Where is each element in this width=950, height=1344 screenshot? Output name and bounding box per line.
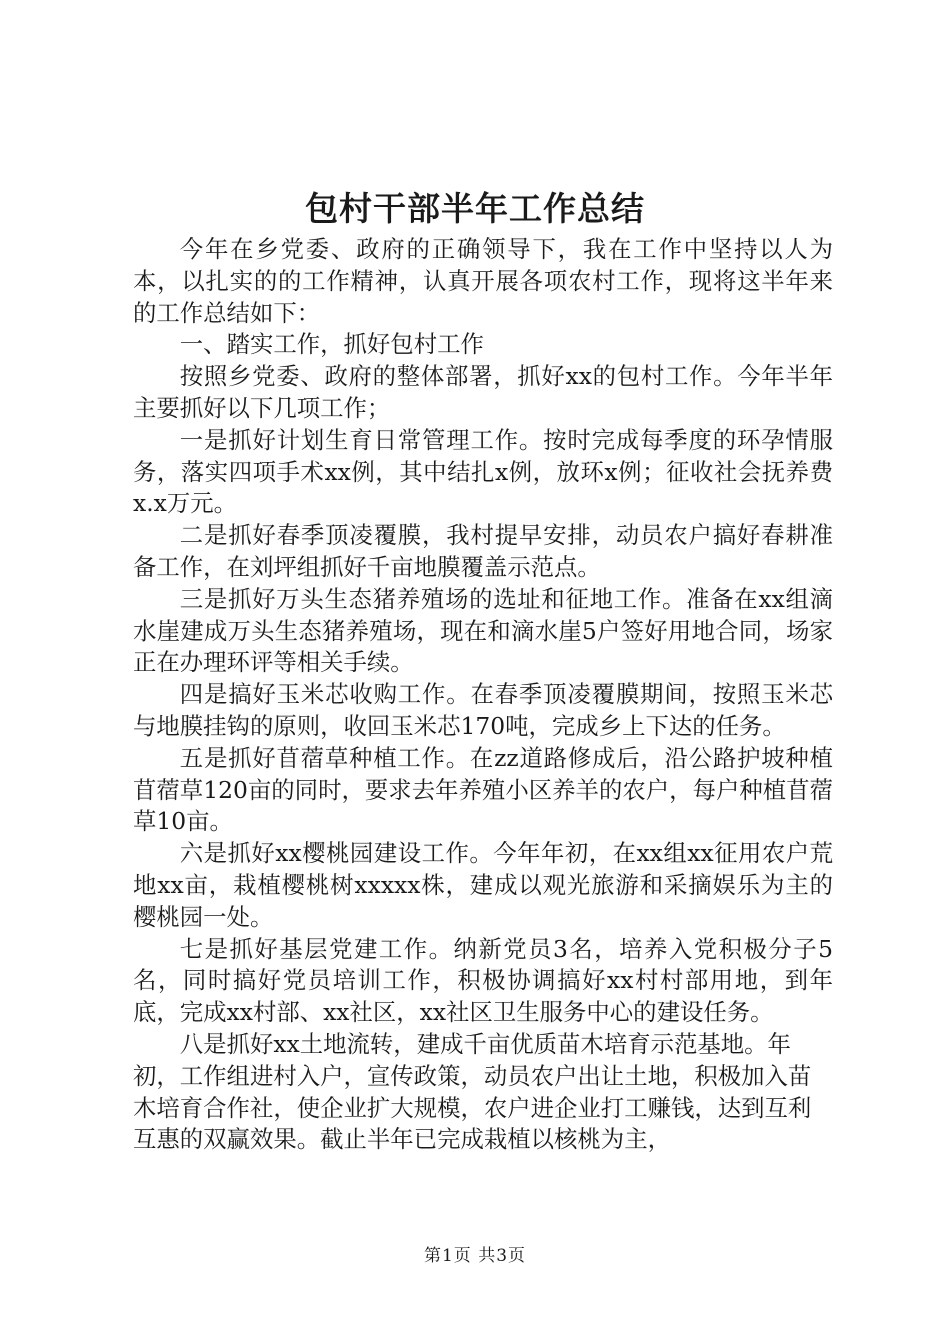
section-heading-1: 一、踏实工作，抓好包村工作 [179, 330, 484, 359]
paragraph-item-3: 三是抓好万头生态猪养殖场的选址和征地工作。准备在xx组滴水崖建成万头生态猪养殖场，现在和滴水崖5户签好用地合同，场家正在办理环评等相关手续。 [133, 584, 833, 677]
page-number-footer: 第1页 共3页 [423, 1246, 527, 1266]
paragraph-item-7: 七是抓好基层党建工作。纳新党员3名，培养入党积极分子5名，同时搞好党员培训工作，积极协调搞好xx村村部用地，到年底，完成xx村部、xx社区，xx社区卫生服务中心的建设任务。 [133, 934, 833, 1027]
paragraph-item-6: 六是抓好xx樱桃园建设工作。今年年初，在xx组xx征用农户荒地xx亩，栽植樱桃树xxxxx株，建成以观光旅游和采摘娱乐为主的樱桃园一处。 [133, 839, 833, 931]
paragraph-item-4: 四是搞好玉米芯收购工作。在春季顶凌覆膜期间，按照玉米芯与地膜挂钩的原则，收回玉米芯170吨，完成乡上下达的任务。 [133, 680, 833, 740]
document-body [133, 234, 833, 1156]
paragraph-item-2: 二是抓好春季顶凌覆膜，我村提早安排，动员农户搞好春耕准备工作，在刘坪组抓好千亩地膜覆盖示范点。 [133, 521, 833, 581]
paragraph-item-1: 一是抓好计划生育日常管理工作。按时完成每季度的环孕情服务，落实四项手术xx例，其中结扎x例，放环x例；征收社会抚养费x.x万元。 [133, 425, 833, 518]
paragraph-item-8: 八是抓好xx土地流转，建成千亩优质苗木培育示范基地。年初，工作组进村入户，宣传政策，动员农户出让土地，积极加入苗木培育合作社，使企业扩大规模，农户进企业打工赚钱，达到互利互惠的双赢效果。截止半年已完成栽植以核桃为主， [133, 1029, 812, 1154]
paragraph-item-5: 五是抓好苜蓿草种植工作。在zz道路修成后，沿公路护坡种植苜蓿草120亩的同时，要求去年养殖小区养羊的农户，每户种植苜蓿草10亩。 [133, 743, 833, 836]
paragraph-intro: 今年在乡党委、政府的正确领导下，我在工作中坚持以人为本，以扎实的的工作精神，认真开展各项农村工作，现将这半年来的工作总结如下： [133, 235, 833, 327]
paragraph-deployment: 按照乡党委、政府的整体部署，抓好xx的包村工作。今年半年主要抓好以下几项工作； [133, 362, 833, 422]
document-title: 包村干部半年工作总结 [305, 189, 645, 228]
